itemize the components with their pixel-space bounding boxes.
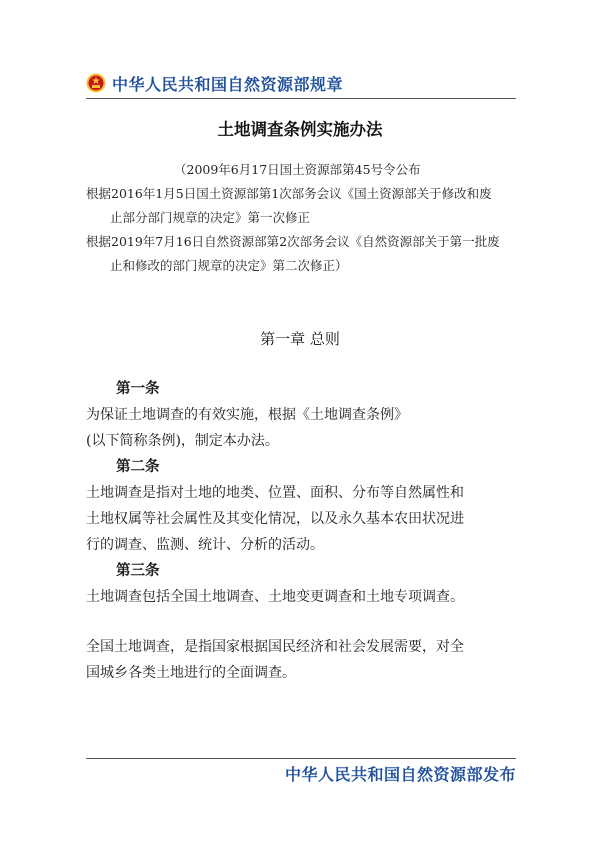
article-line: 土地调查包括全国土地调查、土地变更调查和土地专项调查。 — [86, 589, 464, 605]
page-header — [86, 70, 516, 96]
article-line: 土地调查是指对土地的地类、位置、面积、分布等自然属性和 — [86, 485, 464, 501]
article-heading: 第二条 — [116, 459, 160, 475]
header-divider — [86, 98, 516, 99]
national-emblem-icon — [86, 73, 106, 93]
footer-publisher: 中华人民共和国自然资源部发布 — [284, 765, 516, 784]
article-heading: 第三条 — [116, 563, 160, 579]
meta-line: 止部分部门规章的决定》第一次修正 — [110, 210, 311, 225]
chapter-heading: 第一章 总则 — [260, 330, 340, 348]
article-line: 为保证土地调查的有效实施，根据《土地调查条例》 — [86, 407, 408, 423]
articles-body — [86, 376, 526, 686]
meta-line: 根据2019年7月16日自然资源部第2次部务会议《自然资源部关于第一批废 — [86, 234, 500, 249]
document-title: 土地调查条例实施办法 — [217, 120, 383, 139]
meta-line: （2009年6月17日国土资源部第45号令公布 — [174, 162, 421, 177]
meta-line: 根据2016年1月5日国土资源部第1次部务会议《国土资源部关于修改和废 — [86, 186, 492, 201]
article-line: 土地权属等社会属性及其变化情况，以及永久基本农田状况进 — [86, 511, 464, 527]
article-line: 行的调查、监测、统计、分析的活动。 — [86, 537, 324, 553]
article-line: (以下简称条例)，制定本办法。 — [86, 433, 279, 449]
meta-line: 止和修改的部门规章的决定》第二次修正） — [110, 258, 348, 273]
article-line: 国城乡各类土地进行的全面调查。 — [86, 665, 296, 681]
article-line: 全国土地调查，是指国家根据国民经济和社会发展需要，对全 — [86, 639, 464, 655]
document-metadata — [86, 158, 516, 278]
article-heading: 第一条 — [116, 381, 160, 397]
paragraph-gap — [86, 610, 526, 634]
footer-divider — [86, 758, 516, 759]
header-title: 中华人民共和国自然资源部规章 — [112, 74, 344, 94]
